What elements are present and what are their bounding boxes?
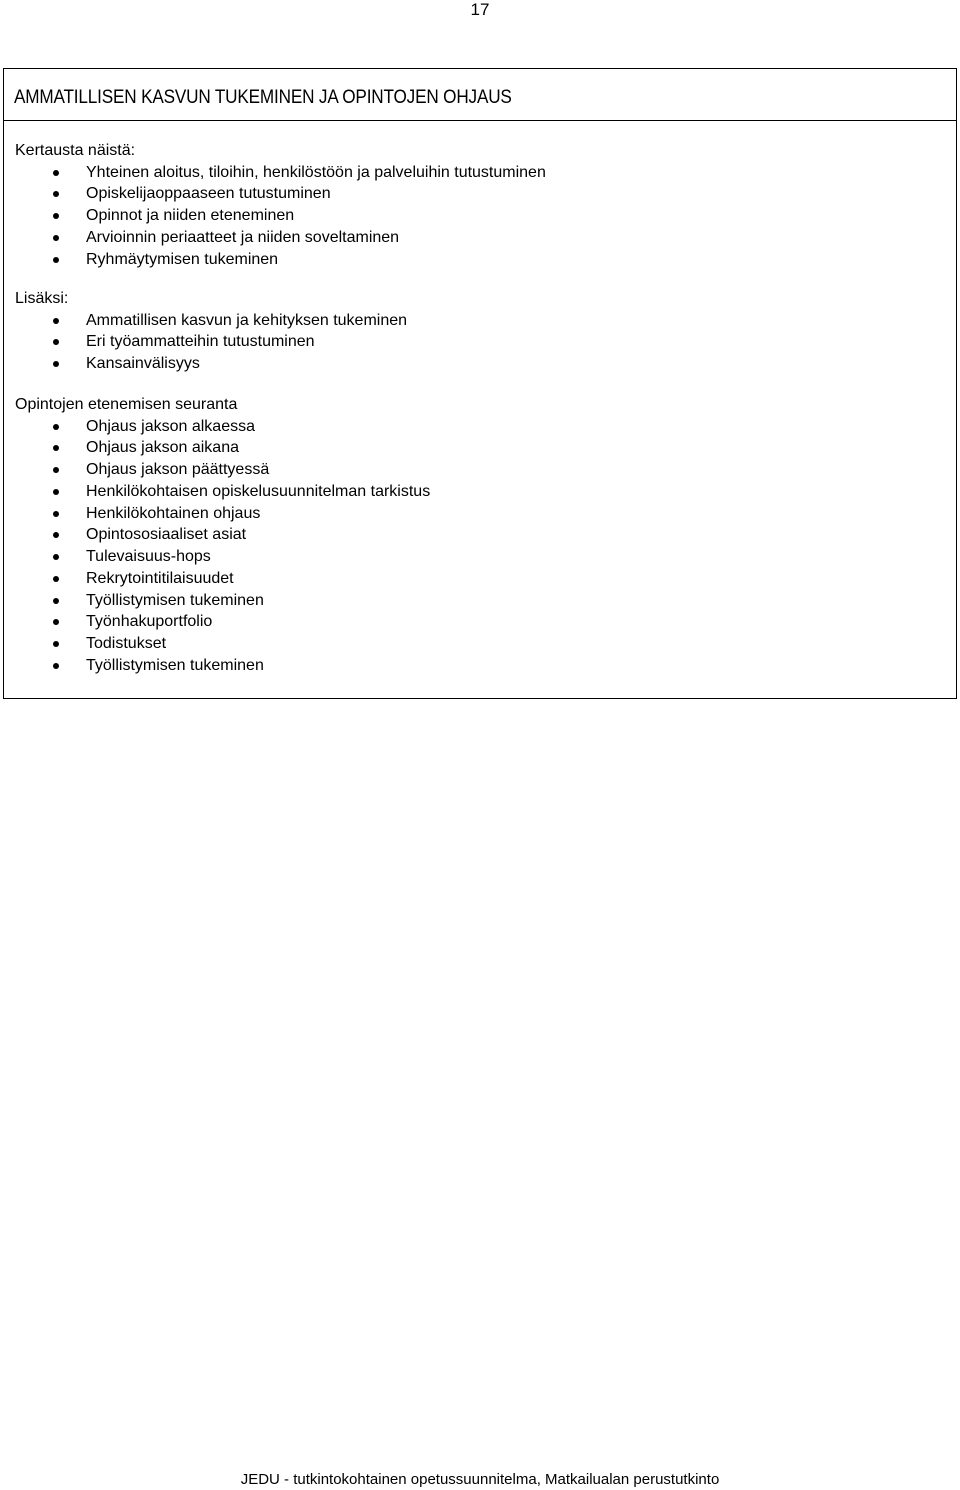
list-item-text: Todistukset [86,635,167,652]
list-item-text: Työllistymisen tukeminen [86,656,264,674]
bullet-icon [53,641,59,647]
list-item-text: Opinnot ja niiden eteneminen [86,207,295,224]
bullet-icon [53,467,59,473]
bullet-icon [53,663,59,669]
bullet-icon [53,489,59,495]
list-item-text: Ohjaus jakson päättyessä [86,461,270,478]
list-item-text: Tulevaisuus-hops [86,548,211,565]
bullet-icon [53,619,59,625]
bullet-icon [53,424,59,430]
list-item-text: Eri työammatteihin tutustuminen [86,333,315,351]
table-header-row [4,69,956,121]
bullet-icon [53,191,59,197]
table-title: AMMATILLISEN KASVUN TUKEMINEN JA OPINTOJEN OHJAUS [14,86,512,108]
list-item-text: Arvioinnin periaatteet ja niiden soveltaminen [86,228,400,246]
bullet-icon [53,445,59,451]
list-item-text: Ohjaus jakson alkaessa [86,417,255,435]
list-item-text: Työnhakuportfolio [86,613,213,631]
bullet-icon [53,511,59,517]
list-item-text: Henkilökohtainen ohjaus [86,504,261,522]
list-item-text: Työllistymisen tukeminen [86,591,264,609]
list-item-text: Opiskelijaoppaaseen tutustuminen [86,185,331,203]
bullet-icon [53,532,59,538]
section-label: Lisäksi: [15,290,69,307]
list-item-text: Henkilökohtaisen opiskelusuunnitelman tarkistus [86,482,431,500]
bullet-icon [53,598,59,604]
bullet-icon [53,554,59,560]
list-item-text: Opintososiaaliset asiat [86,526,247,544]
bullet-icon [53,235,59,241]
section-label: Kertausta näistä: [15,142,136,159]
list-item-text: Yhteinen aloitus, tiloihin, henkilöstöön ja palveluihin tutustuminen [86,163,546,181]
bullet-icon [53,213,59,219]
section-label: Opintojen etenemisen seuranta [15,396,238,413]
bullet-icon [53,170,59,176]
bullet-icon [53,257,59,263]
bullet-icon [53,576,59,582]
page-footer: JEDU - tutkintokohtainen opetussuunnitelma, Matkailualan perustutkinto [240,1471,720,1488]
list-item-text: Ohjaus jakson aikana [86,439,239,457]
page-number: 17 [470,0,490,19]
bullet-icon [53,318,59,324]
list-item-text: Ammatillisen kasvun ja kehityksen tukeminen [86,311,408,329]
bullet-icon [53,339,59,345]
list-item-text: Kansainvälisyys [86,355,200,372]
bullet-icon [53,361,59,367]
list-item-text: Ryhmäytymisen tukeminen [86,250,279,268]
list-item-text: Rekrytointitilaisuudet [86,569,234,587]
content-table [3,68,957,699]
